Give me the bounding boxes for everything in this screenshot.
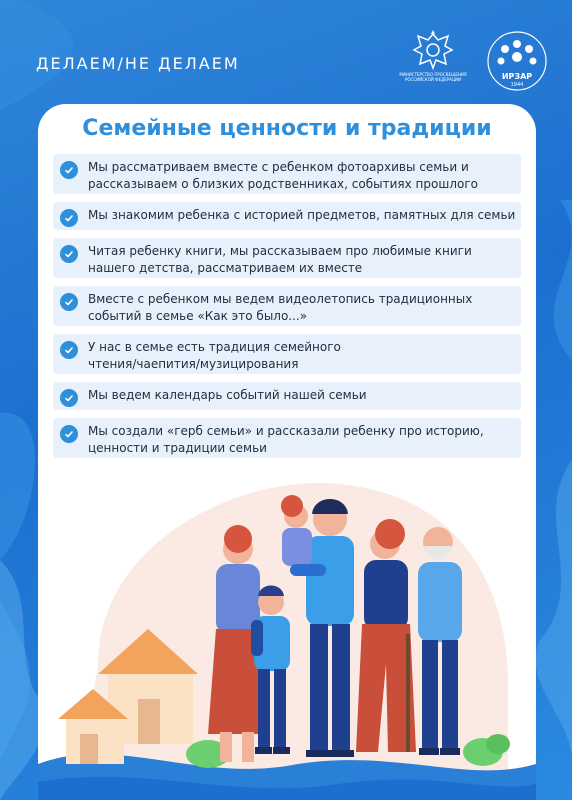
check-circle-icon [60, 341, 78, 359]
list-item-text: У нас в семье есть традиция семейного чтения/чаепития/музицирования [88, 340, 341, 371]
list-item-text: Мы знакомим ребенка с историей предметов, памятных для семьи [88, 208, 516, 222]
family-illustration [38, 464, 536, 800]
check-circle-icon [60, 293, 78, 311]
list-item [53, 334, 521, 374]
list-item-text: Мы рассматриваем вместе с ребенком фотоархивы семьи и рассказываем о близких родственниках, событиях прошлого [88, 160, 478, 191]
check-circle-icon [60, 161, 78, 179]
list-item [53, 154, 521, 194]
check-circle-icon [60, 425, 78, 443]
list-item [53, 418, 521, 458]
content-card [38, 104, 536, 800]
irzar-logo [486, 30, 548, 92]
card-title: Семейные ценности и традиции [82, 116, 492, 141]
list-item [53, 286, 521, 326]
list-item [53, 238, 521, 278]
list-item [53, 382, 521, 410]
irzar-name: ИРЗАР [501, 72, 533, 81]
list-item-text: Вместе с ребенком мы ведем видеолетопись традиционных событий в семье «Как это было...» [88, 292, 473, 323]
list-item-text: Мы создали «герб семьи» и рассказали ребенку про историю, ценности и традиции семьи [88, 424, 484, 455]
ministry-emblem-icon [410, 30, 456, 70]
header-logos [398, 30, 548, 92]
check-circle-icon [60, 389, 78, 407]
list-item-text: Мы ведем календарь событий нашей семьи [88, 388, 367, 402]
ministry-logo [398, 30, 468, 82]
header-title: ДЕЛАЕМ/НЕ ДЕЛАЕМ [36, 54, 240, 73]
check-circle-icon [60, 209, 78, 227]
list-item [53, 202, 521, 230]
ministry-caption: МИНИСТЕРСТВО ПРОСВЕЩЕНИЯ РОССИЙСКОЙ ФЕДЕРАЦИИ [399, 72, 467, 82]
check-circle-icon [60, 245, 78, 263]
irzar-year: 1944 [510, 82, 524, 88]
list-item-text: Читая ребенку книги, мы рассказываем про любимые книги нашего детства, рассматриваем их вместе [88, 244, 472, 275]
